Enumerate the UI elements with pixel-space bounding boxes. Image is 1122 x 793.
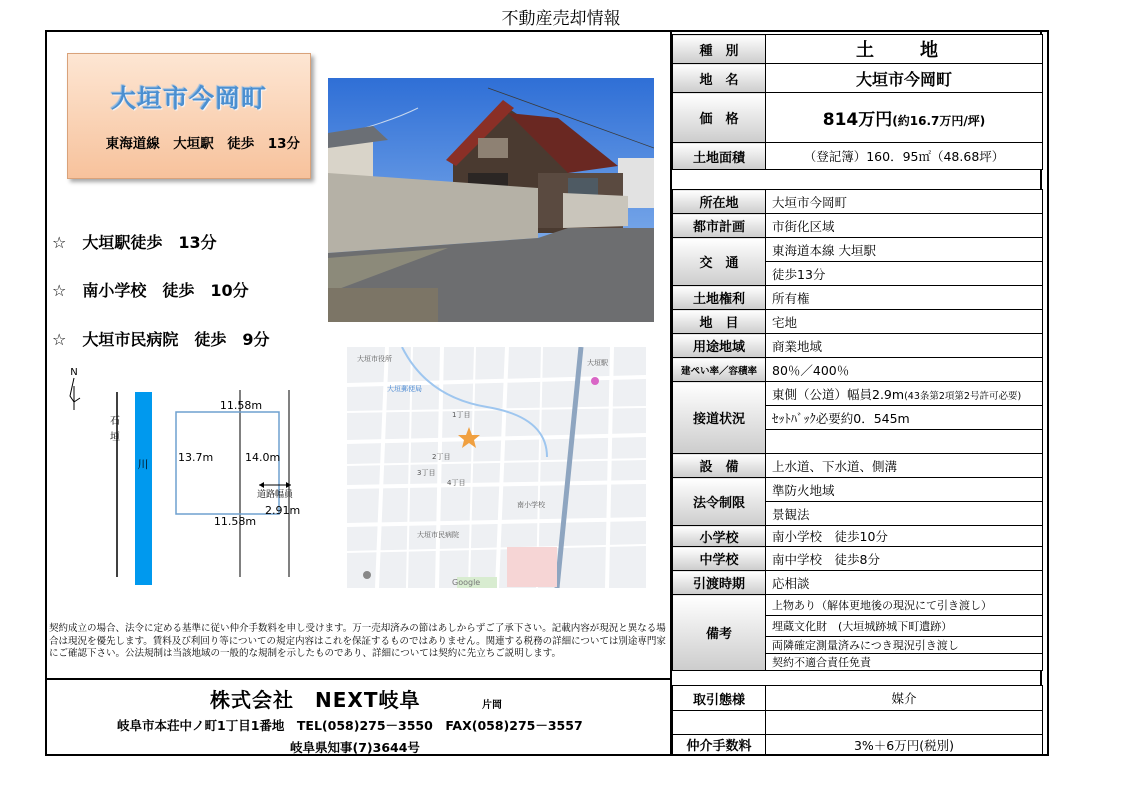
area-label: 土地面積 [673, 143, 766, 170]
transaction-type-value: 媒介 [766, 686, 1043, 711]
road-value: 東側（公道）幅員2.9m [772, 386, 905, 402]
left-depth-label: 13.7m [178, 451, 214, 464]
feature-station: ☆ 大垣駅徒歩 13分 [52, 233, 217, 252]
category-label: 地 目 [673, 310, 766, 334]
transaction-blank-value [766, 711, 1043, 735]
setback-value: ｾｯﾄﾊﾞｯｸ必要約0．545m [766, 406, 1043, 430]
map-label: 4丁目 [447, 479, 466, 487]
location-label: 所在地 [673, 190, 766, 214]
remarks-item: 埋蔵文化財 (大垣城跡城下町遺跡） [766, 616, 1043, 637]
right-value: 所有権 [766, 286, 1043, 310]
facilities-label: 設 備 [673, 454, 766, 478]
remarks-item: 上物あり（解体更地後の現況にて引き渡し） [766, 595, 1043, 616]
elementary-value: 南小学校 徒歩10分 [766, 526, 1043, 547]
facilities-value: 上水道、下水道、側溝 [766, 454, 1043, 478]
remarks-item: 両隣確定測量済みにつき現況引き渡し [766, 637, 1043, 654]
map-label: 1丁目 [452, 411, 471, 419]
top-width-label: 11.58m [219, 399, 263, 412]
north-label: N [70, 367, 78, 378]
area-map [347, 347, 646, 588]
company-person: 片岡 [482, 700, 502, 711]
river-label: 川 [137, 458, 149, 471]
road-width-label: 2.91m [265, 504, 301, 517]
stone-wall-label-1: 石 [110, 416, 120, 427]
transaction-type-label: 取引態様 [673, 686, 766, 711]
law-value-1: 準防火地域 [766, 478, 1043, 502]
law-value-2: 景観法 [766, 502, 1043, 526]
feature-school: ☆ 南小学校 徒歩 10分 [52, 281, 249, 300]
elementary-label: 小学校 [673, 526, 766, 547]
map-label: 大垣市役所 [357, 355, 392, 363]
zoning-value: 商業地域 [766, 334, 1043, 358]
price-note: (約16.7万円/坪) [892, 114, 986, 128]
handover-label: 引渡時期 [673, 571, 766, 595]
map-label: 2丁目 [432, 453, 451, 461]
right-depth-label: 14.0m [245, 451, 281, 464]
location-value: 大垣市今岡町 [766, 190, 1043, 214]
map-label: 大垣郵便局 [387, 385, 422, 393]
company-address: 岐阜市本荘中ノ町1丁目1番地 TEL(058)275－3550 FAX(058)275－3557 [117, 718, 583, 733]
map-label: 南小学校 [517, 501, 545, 509]
plot-diagram [60, 362, 320, 590]
ratio-value: 80％／400％ [766, 358, 1043, 382]
headline-town: 大垣市今岡町 [110, 84, 267, 113]
road-label: 接道状況 [673, 382, 766, 454]
feature-hospital: ☆ 大垣市民病院 徒歩 9分 [52, 330, 270, 349]
map-google-label: Google [452, 578, 481, 587]
company-license: 岐阜県知事(7)3644号 [290, 740, 420, 755]
fee-label: 仲介手数料 [673, 735, 766, 755]
name-value: 大垣市今岡町 [766, 64, 1043, 93]
transaction-blank-label [673, 711, 766, 735]
category-value: 宅地 [766, 310, 1043, 334]
headline-box [67, 53, 311, 179]
road-extra [766, 430, 1043, 454]
transaction-table [672, 685, 1043, 755]
company-divider [45, 678, 671, 680]
north-arrow-icon [70, 378, 80, 410]
road-cell [766, 382, 1043, 406]
type-value: 土 地 [766, 35, 1043, 64]
road-note: (43条第2項第2号許可必要) [904, 390, 1022, 402]
document-title: 不動産売却情報 [501, 9, 621, 29]
junior-label: 中学校 [673, 547, 766, 571]
map-label: 大垣駅 [587, 359, 608, 367]
fee-value: 3%＋6万円(税別) [766, 735, 1043, 755]
road-label: 道路幅員 [257, 490, 294, 500]
details-table [672, 189, 1043, 671]
summary-table [672, 34, 1043, 170]
price-cell [766, 93, 1043, 143]
price-label: 価 格 [673, 93, 766, 143]
ratio-label: 建ぺい率／容積率 [673, 358, 766, 382]
map-label: 3丁目 [417, 469, 436, 477]
price-value: 814万円 [822, 110, 893, 130]
type-label: 種 別 [673, 35, 766, 64]
law-label: 法令制限 [673, 478, 766, 526]
disclaimer-text: 契約成立の場合、法令に定める基準に従い仲介手数料を申し受けます。万一売却済みの節はあしからずご了承下さい。記載内容が現況と異なる場合は現況を優先します。賃料及び利回り等についての規定内容はこれを保証するものではありません。関連する税務の詳細については別途専門家にご確認下さい。公法規制は当該地域の一般的な規制を示したものであり、詳細については契約に先立ちご説明します。 [49, 623, 666, 659]
transport-label: 交 通 [673, 238, 766, 286]
property-photo [328, 78, 654, 322]
map-label: 大垣市民病院 [417, 531, 459, 539]
river-bar [135, 392, 152, 585]
remarks-label: 備考 [673, 595, 766, 671]
headline-access: 東海道線 大垣駅 徒歩 13分 [105, 136, 300, 152]
transport-line: 東海道本線 大垣駅 [766, 238, 1043, 262]
transport-walk: 徒歩13分 [766, 262, 1043, 286]
planning-label: 都市計画 [673, 214, 766, 238]
area-value: （登記簿）160．95㎡（48.68坪） [766, 143, 1043, 170]
zoning-label: 用途地域 [673, 334, 766, 358]
right-label: 土地権利 [673, 286, 766, 310]
remarks-item: 契約不適合責任免責 [766, 654, 1043, 671]
stone-wall-label-2: 垣 [110, 432, 120, 443]
bottom-width-label: 11.58m [213, 515, 257, 528]
junior-value: 南中学校 徒歩8分 [766, 547, 1043, 571]
planning-value: 市街化区域 [766, 214, 1043, 238]
name-label: 地 名 [673, 64, 766, 93]
handover-value: 応相談 [766, 571, 1043, 595]
company-name: 株式会社 NEXT岐阜 [210, 688, 421, 712]
